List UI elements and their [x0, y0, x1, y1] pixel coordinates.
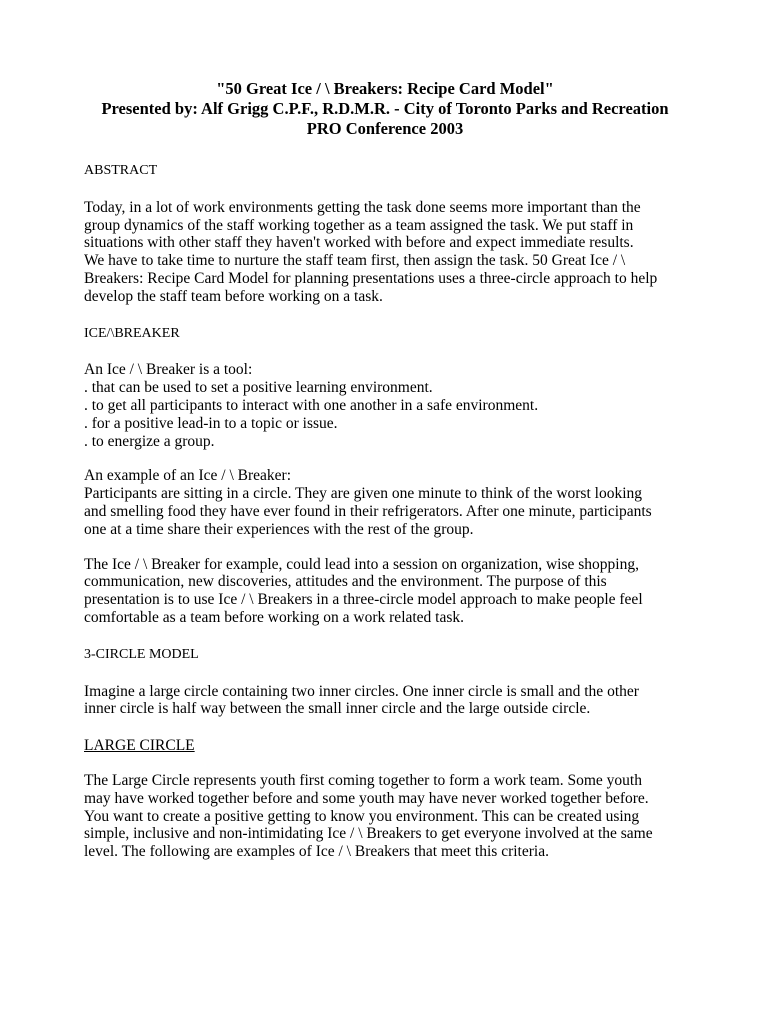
large-circle-heading: LARGE CIRCLE [84, 737, 195, 755]
list-item: . for a positive lead-in to a topic or issue. [84, 414, 338, 432]
document-title [0, 79, 770, 139]
conference-line: PRO Conference 2003 [306, 119, 464, 138]
circle-model-paragraph [84, 683, 704, 719]
list-item: . to energize a group. [84, 432, 215, 450]
list-item: . to get all participants to interact with one another in a safe environment. [84, 396, 539, 414]
text-line: may have worked together before and some youth may have never worked together before. [84, 789, 649, 807]
text-line: An Ice / \ Breaker is a tool: [84, 361, 253, 379]
list-item: . that can be used to set a positive learning environment. [84, 379, 433, 397]
text-line: Breakers: Recipe Card Model for planning presentations uses a three-circle approach to help [84, 269, 658, 287]
text-line: group dynamics of the staff working together as a team assigned the task. We put staff in [84, 216, 634, 234]
abstract-paragraph [84, 199, 704, 306]
title-line: "50 Great Ice / \ Breakers: Recipe Card Model" [216, 79, 554, 98]
text-line: The Ice / \ Breaker for example, could lead into a session on organization, wise shopping, [84, 555, 639, 573]
text-line: Participants are sitting in a circle. They are given one minute to think of the worst looking [84, 485, 643, 503]
text-line: comfortable as a team before working on a work related task. [84, 608, 465, 626]
text-line: one at a time share their experiences with the rest of the group. [84, 520, 474, 538]
icebreaker-purpose-paragraph [84, 556, 704, 627]
circle-model-heading: 3-CIRCLE MODEL [84, 646, 199, 662]
text-line: level. The following are examples of Ice / \ Breakers that meet this criteria. [84, 843, 549, 861]
presenter-line: Presented by: Alf Grigg C.P.F., R.D.M.R. - City of Toronto Parks and Recreation [101, 99, 669, 118]
text-line: The Large Circle represents youth first coming together to form a work team. Some youth [84, 771, 642, 789]
text-line: situations with other staff they haven't worked with before and expect immediate results. [84, 234, 634, 252]
text-line: Imagine a large circle containing two inner circles. One inner circle is small and the other [84, 682, 639, 700]
text-line: An example of an Ice / \ Breaker: [84, 467, 292, 485]
icebreaker-heading: ICE/\BREAKER [84, 325, 180, 341]
text-line: develop the staff team before working on a task. [84, 287, 383, 305]
text-line: simple, inclusive and non-intimidating Ice / \ Breakers to get everyone involved at the same [84, 825, 653, 843]
text-line: presentation is to use Ice / \ Breakers in a three-circle model approach to make people feel [84, 591, 643, 609]
text-line: inner circle is half way between the small inner circle and the large outside circle. [84, 700, 591, 718]
text-line: and smelling food they have ever found in their refrigerators. After one minute, participants [84, 502, 652, 520]
icebreaker-example-paragraph [84, 467, 704, 538]
text-line: You want to create a positive getting to know you environment. This can be created using [84, 807, 640, 825]
abstract-heading: ABSTRACT [84, 163, 158, 178]
text-line: We have to take time to nurture the staff team first, then assign the task. 50 Great Ice / \ [84, 252, 626, 270]
large-circle-paragraph [84, 772, 704, 861]
text-line: Today, in a lot of work environments getting the task done seems more important than the [84, 198, 641, 216]
icebreaker-tool-list [84, 361, 704, 450]
document-body [84, 162, 704, 878]
text-line: communication, new discoveries, attitudes and the environment. The purpose of this [84, 573, 607, 591]
